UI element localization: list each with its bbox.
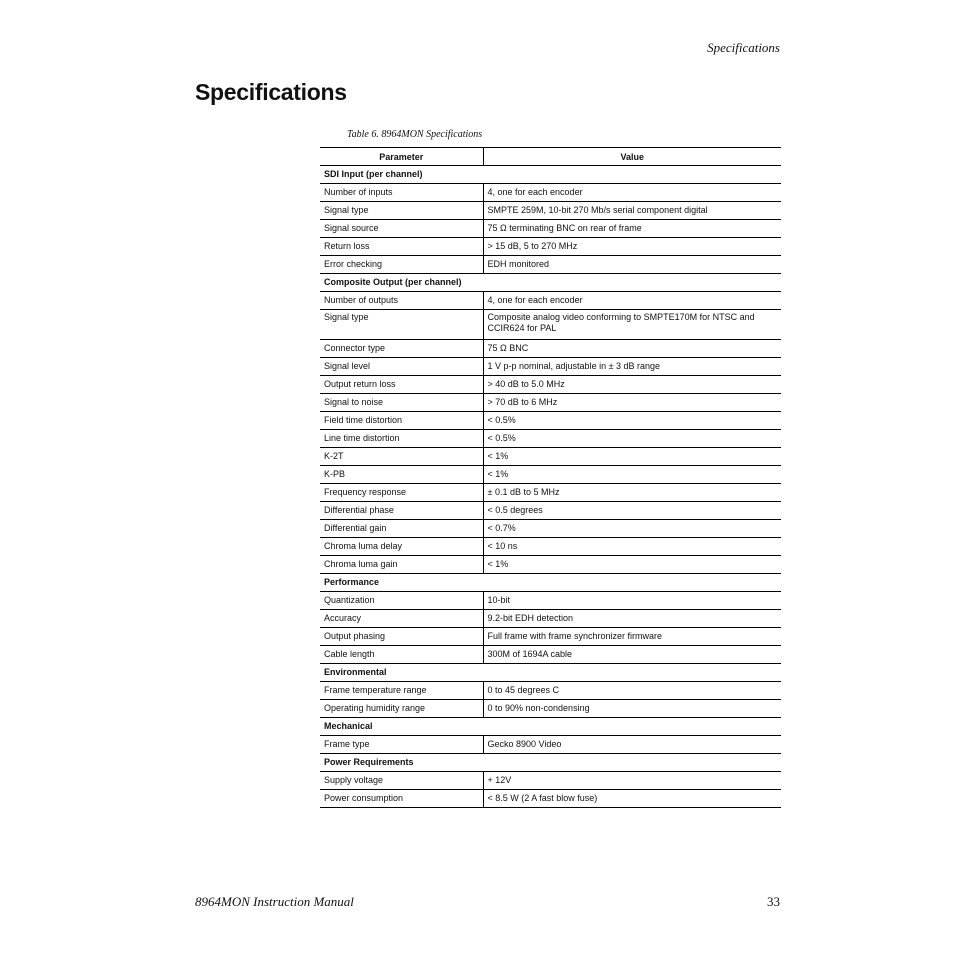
parameter-cell: Differential gain [320,520,483,538]
value-cell: 9.2-bit EDH detection [483,610,781,628]
table-row [320,184,781,202]
table-row [320,592,781,610]
parameter-cell: Differential phase [320,502,483,520]
table-row [320,502,781,520]
value-cell: < 0.7% [483,520,781,538]
value-cell: 4, one for each encoder [483,184,781,202]
parameter-cell: Chroma luma gain [320,556,483,574]
parameter-cell: Return loss [320,238,483,256]
parameter-cell: Cable length [320,646,483,664]
table-row [320,628,781,646]
table-row [320,376,781,394]
parameter-cell: Error checking [320,256,483,274]
section-heading: Mechanical [320,718,781,736]
table-row [320,358,781,376]
section-row [320,664,781,682]
column-header-parameter: Parameter [320,148,483,166]
section-heading: Performance [320,574,781,592]
parameter-cell: Power consumption [320,790,483,808]
parameter-cell: Signal to noise [320,394,483,412]
table-row [320,238,781,256]
column-header-value: Value [483,148,781,166]
parameter-cell: Number of outputs [320,292,483,310]
table-row [320,610,781,628]
parameter-cell: Signal level [320,358,483,376]
parameter-cell: K-2T [320,448,483,466]
parameter-cell: Signal type [320,310,483,340]
section-heading: Power Requirements [320,754,781,772]
value-cell: 0 to 45 degrees C [483,682,781,700]
value-cell: 1 V p-p nominal, adjustable in ± 3 dB range [483,358,781,376]
value-cell: < 1% [483,556,781,574]
table-row [320,484,781,502]
section-heading: Environmental [320,664,781,682]
table-row [320,790,781,808]
value-cell: 75 Ω BNC [483,340,781,358]
parameter-cell: Frame temperature range [320,682,483,700]
table-header-row [320,148,781,166]
table-row [320,310,781,340]
value-cell: < 1% [483,448,781,466]
table-row [320,682,781,700]
value-cell: + 12V [483,772,781,790]
parameter-cell: Frequency response [320,484,483,502]
table-row [320,292,781,310]
value-cell: Gecko 8900 Video [483,736,781,754]
table-row [320,700,781,718]
footer-manual-title: 8964MON Instruction Manual [195,894,354,909]
specifications-table [320,147,781,808]
parameter-cell: Chroma luma delay [320,538,483,556]
table-row [320,466,781,484]
parameter-cell: Number of inputs [320,184,483,202]
section-row [320,718,781,736]
parameter-cell: Signal source [320,220,483,238]
table-row [320,430,781,448]
table-row [320,340,781,358]
section-row [320,574,781,592]
value-cell: 10-bit [483,592,781,610]
section-heading: Composite Output (per channel) [320,274,781,292]
value-cell: < 0.5 degrees [483,502,781,520]
value-cell: > 40 dB to 5.0 MHz [483,376,781,394]
value-cell: 300M of 1694A cable [483,646,781,664]
value-cell: < 1% [483,466,781,484]
parameter-cell: Connector type [320,340,483,358]
parameter-cell: Output return loss [320,376,483,394]
page-title: Specifications [195,79,347,105]
table-row [320,736,781,754]
parameter-cell: Supply voltage [320,772,483,790]
page-number: 33 [767,894,780,909]
table-body [320,166,781,808]
value-cell: Full frame with frame synchronizer firmware [483,628,781,646]
value-cell: > 70 dB to 6 MHz [483,394,781,412]
table-row [320,646,781,664]
table-row [320,256,781,274]
table-row [320,202,781,220]
parameter-cell: Signal type [320,202,483,220]
value-cell: > 15 dB, 5 to 270 MHz [483,238,781,256]
value-cell: < 10 ns [483,538,781,556]
parameter-cell: K-PB [320,466,483,484]
section-row [320,166,781,184]
value-cell: SMPTE 259M, 10-bit 270 Mb/s serial component digital [483,202,781,220]
table-row [320,448,781,466]
parameter-cell: Field time distortion [320,412,483,430]
table-row [320,772,781,790]
parameter-cell: Line time distortion [320,430,483,448]
section-row [320,754,781,772]
table-row [320,412,781,430]
value-cell: < 0.5% [483,430,781,448]
table-row [320,394,781,412]
table-row [320,520,781,538]
table-row [320,220,781,238]
value-cell: ± 0.1 dB to 5 MHz [483,484,781,502]
parameter-cell: Frame type [320,736,483,754]
table-caption: Table 6. 8964MON Specifications [347,129,483,140]
section-heading: SDI Input (per channel) [320,166,781,184]
table-row [320,538,781,556]
parameter-cell: Operating humidity range [320,700,483,718]
parameter-cell: Output phasing [320,628,483,646]
parameter-cell: Quantization [320,592,483,610]
value-cell: EDH monitored [483,256,781,274]
value-cell: 0 to 90% non-condensing [483,700,781,718]
value-cell: < 8.5 W (2 A fast blow fuse) [483,790,781,808]
value-cell: 75 Ω terminating BNC on rear of frame [483,220,781,238]
running-head: Specifications [707,40,780,55]
parameter-cell: Accuracy [320,610,483,628]
value-cell: 4, one for each encoder [483,292,781,310]
section-row [320,274,781,292]
value-cell: < 0.5% [483,412,781,430]
value-cell: Composite analog video conforming to SMPTE170M for NTSC and CCIR624 for PAL [483,310,781,340]
table-row [320,556,781,574]
